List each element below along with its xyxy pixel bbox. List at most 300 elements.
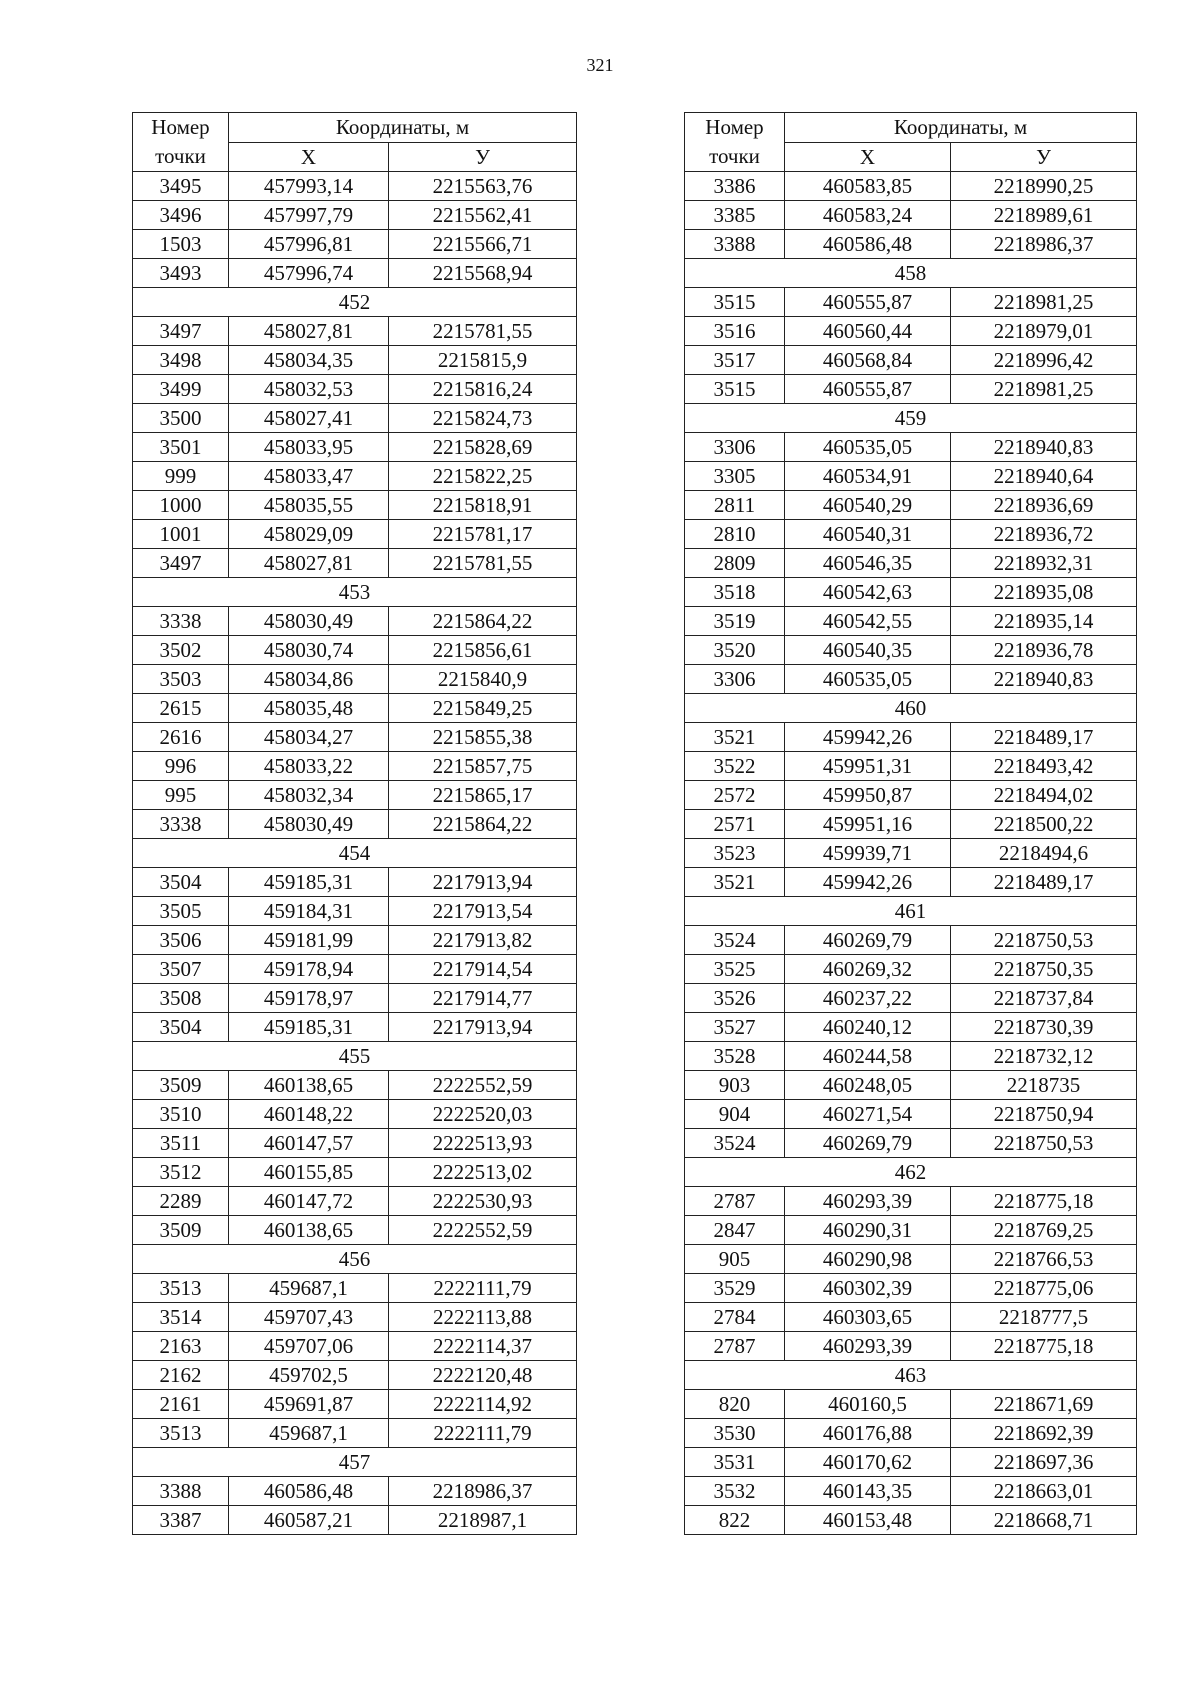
point-number-cell: 3515 xyxy=(685,375,785,404)
table-row xyxy=(133,1216,577,1245)
y-coordinate-cell: 2215816,24 xyxy=(389,375,577,404)
x-coordinate-cell: 460302,39 xyxy=(785,1274,951,1303)
x-coordinate-cell: 458034,27 xyxy=(229,723,389,752)
table-row xyxy=(685,1245,1137,1274)
x-coordinate-cell: 457996,74 xyxy=(229,259,389,288)
y-coordinate-cell: 2218735 xyxy=(951,1071,1137,1100)
y-coordinate-cell: 2218489,17 xyxy=(951,868,1137,897)
table-row xyxy=(685,1332,1137,1361)
x-coordinate-cell: 460148,22 xyxy=(229,1100,389,1129)
table-row xyxy=(685,1187,1137,1216)
point-number-cell: 3528 xyxy=(685,1042,785,1071)
x-coordinate-cell: 458030,49 xyxy=(229,810,389,839)
point-number-cell: 2784 xyxy=(685,1303,785,1332)
x-coordinate-cell: 459707,43 xyxy=(229,1303,389,1332)
table-row xyxy=(133,955,577,984)
x-coordinate-cell: 460303,65 xyxy=(785,1303,951,1332)
y-coordinate-cell: 2218750,53 xyxy=(951,926,1137,955)
point-number-cell: 3516 xyxy=(685,317,785,346)
point-number-cell: 3518 xyxy=(685,578,785,607)
point-number-cell: 2787 xyxy=(685,1187,785,1216)
x-coordinate-cell: 460138,65 xyxy=(229,1216,389,1245)
x-coordinate-cell: 458027,81 xyxy=(229,549,389,578)
x-coordinate-cell: 460293,39 xyxy=(785,1332,951,1361)
point-number-cell: 3502 xyxy=(133,636,229,665)
table-row xyxy=(685,1042,1137,1071)
y-coordinate-cell: 2218936,78 xyxy=(951,636,1137,665)
y-coordinate-cell: 2215824,73 xyxy=(389,404,577,433)
point-number-cell: 3514 xyxy=(133,1303,229,1332)
table-row xyxy=(685,607,1137,636)
y-coordinate-cell: 2215828,69 xyxy=(389,433,577,462)
table-row xyxy=(685,288,1137,317)
table-row xyxy=(685,1303,1137,1332)
x-coordinate-cell: 460138,65 xyxy=(229,1071,389,1100)
y-coordinate-cell: 2218671,69 xyxy=(951,1390,1137,1419)
x-coordinate-cell: 458033,95 xyxy=(229,433,389,462)
point-number-cell: 3509 xyxy=(133,1216,229,1245)
x-coordinate-cell: 459691,87 xyxy=(229,1390,389,1419)
y-coordinate-cell: 2218990,25 xyxy=(951,172,1137,201)
x-coordinate-cell: 460586,48 xyxy=(229,1477,389,1506)
table-row xyxy=(685,723,1137,752)
point-number-cell: 2163 xyxy=(133,1332,229,1361)
x-coordinate-cell: 460147,72 xyxy=(229,1187,389,1216)
group-label: 454 xyxy=(133,839,577,868)
y-coordinate-cell: 2222552,59 xyxy=(389,1216,577,1245)
x-coordinate-cell: 458027,81 xyxy=(229,317,389,346)
y-coordinate-cell: 2215857,75 xyxy=(389,752,577,781)
y-coordinate-cell: 2218500,22 xyxy=(951,810,1137,839)
y-coordinate-cell: 2222114,37 xyxy=(389,1332,577,1361)
table-row xyxy=(685,781,1137,810)
point-number-cell: 3507 xyxy=(133,955,229,984)
point-number-cell: 3306 xyxy=(685,665,785,694)
point-number-cell: 2571 xyxy=(685,810,785,839)
x-coordinate-cell: 459184,31 xyxy=(229,897,389,926)
table-row xyxy=(685,984,1137,1013)
table-row xyxy=(133,1477,577,1506)
group-row xyxy=(685,1361,1137,1390)
group-label: 453 xyxy=(133,578,577,607)
point-number-cell: 3523 xyxy=(685,839,785,868)
point-number-cell: 3496 xyxy=(133,201,229,230)
y-coordinate-cell: 2215781,55 xyxy=(389,317,577,346)
point-number-cell: 2162 xyxy=(133,1361,229,1390)
x-coordinate-cell: 460290,98 xyxy=(785,1245,951,1274)
point-number-cell: 1503 xyxy=(133,230,229,259)
x-coordinate-cell: 458029,09 xyxy=(229,520,389,549)
table-row xyxy=(133,1361,577,1390)
x-coordinate-cell: 459942,26 xyxy=(785,723,951,752)
table-row xyxy=(133,1100,577,1129)
table-row xyxy=(133,1506,577,1535)
x-coordinate-cell: 459702,5 xyxy=(229,1361,389,1390)
y-coordinate-cell: 2217913,94 xyxy=(389,1013,577,1042)
y-coordinate-cell: 2218935,14 xyxy=(951,607,1137,636)
point-number-cell: 3306 xyxy=(685,433,785,462)
table-row xyxy=(133,230,577,259)
y-coordinate-cell: 2218996,42 xyxy=(951,346,1137,375)
y-coordinate-cell: 2222111,79 xyxy=(389,1274,577,1303)
table-row xyxy=(133,810,577,839)
y-coordinate-cell: 2218750,94 xyxy=(951,1100,1137,1129)
x-coordinate-cell: 460583,85 xyxy=(785,172,951,201)
x-coordinate-cell: 459185,31 xyxy=(229,1013,389,1042)
table-row xyxy=(133,1187,577,1216)
x-coordinate-cell: 460155,85 xyxy=(229,1158,389,1187)
table-row xyxy=(685,1506,1137,1535)
y-coordinate-cell: 2218986,37 xyxy=(389,1477,577,1506)
y-coordinate-cell: 2222513,02 xyxy=(389,1158,577,1187)
x-coordinate-cell: 458035,55 xyxy=(229,491,389,520)
point-number-cell: 2289 xyxy=(133,1187,229,1216)
table-row xyxy=(685,549,1137,578)
y-coordinate-cell: 2218697,36 xyxy=(951,1448,1137,1477)
x-coordinate-cell: 459687,1 xyxy=(229,1419,389,1448)
y-coordinate-cell: 2218981,25 xyxy=(951,288,1137,317)
point-number-cell: 3529 xyxy=(685,1274,785,1303)
y-coordinate-cell: 2217914,77 xyxy=(389,984,577,1013)
point-number-cell: 3521 xyxy=(685,868,785,897)
header-point-number-line2: точки xyxy=(155,144,206,168)
group-row xyxy=(133,578,577,607)
header-x: Х xyxy=(785,142,951,172)
x-coordinate-cell: 459950,87 xyxy=(785,781,951,810)
table-row xyxy=(133,259,577,288)
y-coordinate-cell: 2218932,31 xyxy=(951,549,1137,578)
x-coordinate-cell: 460555,87 xyxy=(785,375,951,404)
point-number-cell: 3517 xyxy=(685,346,785,375)
x-coordinate-cell: 460269,79 xyxy=(785,1129,951,1158)
y-coordinate-cell: 2215562,41 xyxy=(389,201,577,230)
point-number-cell: 3513 xyxy=(133,1419,229,1448)
y-coordinate-cell: 2218981,25 xyxy=(951,375,1137,404)
y-coordinate-cell: 2215781,55 xyxy=(389,549,577,578)
x-coordinate-cell: 457993,14 xyxy=(229,172,389,201)
y-coordinate-cell: 2218940,83 xyxy=(951,433,1137,462)
y-coordinate-cell: 2218935,08 xyxy=(951,578,1137,607)
point-number-cell: 2810 xyxy=(685,520,785,549)
group-label: 460 xyxy=(685,694,1137,723)
y-coordinate-cell: 2218493,42 xyxy=(951,752,1137,781)
point-number-cell: 2847 xyxy=(685,1216,785,1245)
x-coordinate-cell: 460534,91 xyxy=(785,462,951,491)
point-number-cell: 3497 xyxy=(133,317,229,346)
table-row xyxy=(685,1448,1137,1477)
x-coordinate-cell: 460555,87 xyxy=(785,288,951,317)
x-coordinate-cell: 460568,84 xyxy=(785,346,951,375)
x-coordinate-cell: 460143,35 xyxy=(785,1477,951,1506)
point-number-cell: 3338 xyxy=(133,810,229,839)
table-row xyxy=(685,752,1137,781)
x-coordinate-cell: 458034,35 xyxy=(229,346,389,375)
y-coordinate-cell: 2218732,12 xyxy=(951,1042,1137,1071)
y-coordinate-cell: 2218668,71 xyxy=(951,1506,1137,1535)
point-number-cell: 3388 xyxy=(133,1477,229,1506)
x-coordinate-cell: 460237,22 xyxy=(785,984,951,1013)
point-number-cell: 3532 xyxy=(685,1477,785,1506)
point-number-cell: 3503 xyxy=(133,665,229,694)
group-label: 455 xyxy=(133,1042,577,1071)
y-coordinate-cell: 2218730,39 xyxy=(951,1013,1137,1042)
x-coordinate-cell: 458033,47 xyxy=(229,462,389,491)
x-coordinate-cell: 460271,54 xyxy=(785,1100,951,1129)
y-coordinate-cell: 2215865,17 xyxy=(389,781,577,810)
point-number-cell: 3513 xyxy=(133,1274,229,1303)
table-row xyxy=(685,172,1137,201)
point-number-cell: 3522 xyxy=(685,752,785,781)
table-row xyxy=(133,317,577,346)
table-row xyxy=(133,462,577,491)
x-coordinate-cell: 459942,26 xyxy=(785,868,951,897)
table-row xyxy=(685,317,1137,346)
point-number-cell: 3530 xyxy=(685,1419,785,1448)
x-coordinate-cell: 457996,81 xyxy=(229,230,389,259)
table-row xyxy=(133,1332,577,1361)
y-coordinate-cell: 2218769,25 xyxy=(951,1216,1137,1245)
point-number-cell: 3519 xyxy=(685,607,785,636)
x-coordinate-cell: 460546,35 xyxy=(785,549,951,578)
x-coordinate-cell: 460160,5 xyxy=(785,1390,951,1419)
table-row xyxy=(133,926,577,955)
point-number-cell: 3524 xyxy=(685,926,785,955)
table-row xyxy=(133,1419,577,1448)
table-row xyxy=(685,665,1137,694)
point-number-cell: 3521 xyxy=(685,723,785,752)
x-coordinate-cell: 458032,34 xyxy=(229,781,389,810)
header-coordinates: Координаты, м xyxy=(229,113,577,143)
point-number-cell: 3510 xyxy=(133,1100,229,1129)
y-coordinate-cell: 2215822,25 xyxy=(389,462,577,491)
y-coordinate-cell: 2215855,38 xyxy=(389,723,577,752)
header-coordinates: Координаты, м xyxy=(785,113,1137,143)
y-coordinate-cell: 2222520,03 xyxy=(389,1100,577,1129)
x-coordinate-cell: 459185,31 xyxy=(229,868,389,897)
table-row xyxy=(133,201,577,230)
point-number-cell: 3505 xyxy=(133,897,229,926)
point-number-cell: 996 xyxy=(133,752,229,781)
point-number-cell: 1000 xyxy=(133,491,229,520)
y-coordinate-cell: 2218663,01 xyxy=(951,1477,1137,1506)
x-coordinate-cell: 458030,49 xyxy=(229,607,389,636)
y-coordinate-cell: 2215815,9 xyxy=(389,346,577,375)
y-coordinate-cell: 2218777,5 xyxy=(951,1303,1137,1332)
header-x: Х xyxy=(229,142,389,172)
point-number-cell: 3515 xyxy=(685,288,785,317)
table-row xyxy=(685,1419,1137,1448)
header-y: У xyxy=(951,142,1137,172)
x-coordinate-cell: 460542,63 xyxy=(785,578,951,607)
header-point-number xyxy=(133,113,229,172)
point-number-cell: 995 xyxy=(133,781,229,810)
y-coordinate-cell: 2218766,53 xyxy=(951,1245,1137,1274)
point-number-cell: 3531 xyxy=(685,1448,785,1477)
point-number-cell: 3501 xyxy=(133,433,229,462)
table-row xyxy=(133,491,577,520)
x-coordinate-cell: 460540,29 xyxy=(785,491,951,520)
group-label: 452 xyxy=(133,288,577,317)
point-number-cell: 2615 xyxy=(133,694,229,723)
point-number-cell: 3511 xyxy=(133,1129,229,1158)
group-row xyxy=(685,1158,1137,1187)
table-row xyxy=(133,404,577,433)
table-row xyxy=(685,1071,1137,1100)
table-row xyxy=(685,462,1137,491)
x-coordinate-cell: 460542,55 xyxy=(785,607,951,636)
table-row xyxy=(685,810,1137,839)
x-coordinate-cell: 459181,99 xyxy=(229,926,389,955)
y-coordinate-cell: 2218989,61 xyxy=(951,201,1137,230)
table-row xyxy=(133,897,577,926)
point-number-cell: 3512 xyxy=(133,1158,229,1187)
point-number-cell: 1001 xyxy=(133,520,229,549)
point-number-cell: 3493 xyxy=(133,259,229,288)
table-row xyxy=(685,1129,1137,1158)
table-row xyxy=(133,1390,577,1419)
point-number-cell: 903 xyxy=(685,1071,785,1100)
y-coordinate-cell: 2218986,37 xyxy=(951,230,1137,259)
x-coordinate-cell: 458032,53 xyxy=(229,375,389,404)
x-coordinate-cell: 459951,16 xyxy=(785,810,951,839)
point-number-cell: 3525 xyxy=(685,955,785,984)
y-coordinate-cell: 2218979,01 xyxy=(951,317,1137,346)
point-number-cell: 3504 xyxy=(133,868,229,897)
table-row xyxy=(685,1013,1137,1042)
group-label: 462 xyxy=(685,1158,1137,1187)
x-coordinate-cell: 460583,24 xyxy=(785,201,951,230)
header-point-number-line1: Номер xyxy=(705,115,764,139)
table-row xyxy=(685,955,1137,984)
y-coordinate-cell: 2218940,83 xyxy=(951,665,1137,694)
table-row xyxy=(685,230,1137,259)
group-row xyxy=(133,288,577,317)
x-coordinate-cell: 460540,31 xyxy=(785,520,951,549)
table-row xyxy=(133,984,577,1013)
group-label: 463 xyxy=(685,1361,1137,1390)
header-point-number-line1: Номер xyxy=(151,115,210,139)
y-coordinate-cell: 2215568,94 xyxy=(389,259,577,288)
table-row xyxy=(133,694,577,723)
x-coordinate-cell: 458034,86 xyxy=(229,665,389,694)
group-row xyxy=(685,694,1137,723)
header-y: У xyxy=(389,142,577,172)
table-row xyxy=(133,1274,577,1303)
coordinates-table-left xyxy=(132,112,577,1535)
point-number-cell: 3520 xyxy=(685,636,785,665)
group-row xyxy=(133,1448,577,1477)
point-number-cell: 822 xyxy=(685,1506,785,1535)
table-body-left xyxy=(133,172,577,1535)
group-row xyxy=(133,839,577,868)
point-number-cell: 3509 xyxy=(133,1071,229,1100)
table-row xyxy=(685,868,1137,897)
point-number-cell: 2572 xyxy=(685,781,785,810)
x-coordinate-cell: 460269,79 xyxy=(785,926,951,955)
point-number-cell: 2811 xyxy=(685,491,785,520)
point-number-cell: 3387 xyxy=(133,1506,229,1535)
table-row xyxy=(133,1158,577,1187)
table-row xyxy=(685,578,1137,607)
x-coordinate-cell: 460587,21 xyxy=(229,1506,389,1535)
group-label: 461 xyxy=(685,897,1137,926)
x-coordinate-cell: 460535,05 xyxy=(785,433,951,462)
table-row xyxy=(685,636,1137,665)
x-coordinate-cell: 460586,48 xyxy=(785,230,951,259)
x-coordinate-cell: 458027,41 xyxy=(229,404,389,433)
x-coordinate-cell: 460147,57 xyxy=(229,1129,389,1158)
table-row xyxy=(685,1100,1137,1129)
table-row xyxy=(685,346,1137,375)
y-coordinate-cell: 2215818,91 xyxy=(389,491,577,520)
point-number-cell: 3508 xyxy=(133,984,229,1013)
point-number-cell: 2616 xyxy=(133,723,229,752)
point-number-cell: 2809 xyxy=(685,549,785,578)
y-coordinate-cell: 2218775,06 xyxy=(951,1274,1137,1303)
table-row xyxy=(685,1216,1137,1245)
table-row xyxy=(685,433,1137,462)
point-number-cell: 3305 xyxy=(685,462,785,491)
point-number-cell: 3497 xyxy=(133,549,229,578)
point-number-cell: 2161 xyxy=(133,1390,229,1419)
table-row xyxy=(133,868,577,897)
y-coordinate-cell: 2222113,88 xyxy=(389,1303,577,1332)
point-number-cell: 820 xyxy=(685,1390,785,1419)
group-label: 457 xyxy=(133,1448,577,1477)
point-number-cell: 3526 xyxy=(685,984,785,1013)
y-coordinate-cell: 2215864,22 xyxy=(389,810,577,839)
y-coordinate-cell: 2215781,17 xyxy=(389,520,577,549)
header-point-number-line2: точки xyxy=(709,144,760,168)
table-row xyxy=(685,1390,1137,1419)
x-coordinate-cell: 459707,06 xyxy=(229,1332,389,1361)
y-coordinate-cell: 2215563,76 xyxy=(389,172,577,201)
point-number-cell: 2787 xyxy=(685,1332,785,1361)
y-coordinate-cell: 2218775,18 xyxy=(951,1332,1137,1361)
point-number-cell: 905 xyxy=(685,1245,785,1274)
point-number-cell: 3506 xyxy=(133,926,229,955)
page-number: 321 xyxy=(586,55,614,75)
x-coordinate-cell: 459687,1 xyxy=(229,1274,389,1303)
y-coordinate-cell: 2215864,22 xyxy=(389,607,577,636)
x-coordinate-cell: 457997,79 xyxy=(229,201,389,230)
table-row xyxy=(133,375,577,404)
x-coordinate-cell: 460153,48 xyxy=(785,1506,951,1535)
table-row xyxy=(133,752,577,781)
y-coordinate-cell: 2217913,54 xyxy=(389,897,577,926)
y-coordinate-cell: 2217913,94 xyxy=(389,868,577,897)
table-row xyxy=(133,723,577,752)
x-coordinate-cell: 460244,58 xyxy=(785,1042,951,1071)
y-coordinate-cell: 2218775,18 xyxy=(951,1187,1137,1216)
table-row xyxy=(685,1477,1137,1506)
point-number-cell: 3386 xyxy=(685,172,785,201)
table-row xyxy=(685,926,1137,955)
point-number-cell: 3500 xyxy=(133,404,229,433)
table-row xyxy=(685,201,1137,230)
y-coordinate-cell: 2218936,72 xyxy=(951,520,1137,549)
x-coordinate-cell: 460540,35 xyxy=(785,636,951,665)
x-coordinate-cell: 460170,62 xyxy=(785,1448,951,1477)
y-coordinate-cell: 2222513,93 xyxy=(389,1129,577,1158)
group-label: 458 xyxy=(685,259,1137,288)
point-number-cell: 3527 xyxy=(685,1013,785,1042)
point-number-cell: 904 xyxy=(685,1100,785,1129)
table-row xyxy=(133,346,577,375)
y-coordinate-cell: 2218489,17 xyxy=(951,723,1137,752)
table-row xyxy=(685,839,1137,868)
group-row xyxy=(133,1042,577,1071)
